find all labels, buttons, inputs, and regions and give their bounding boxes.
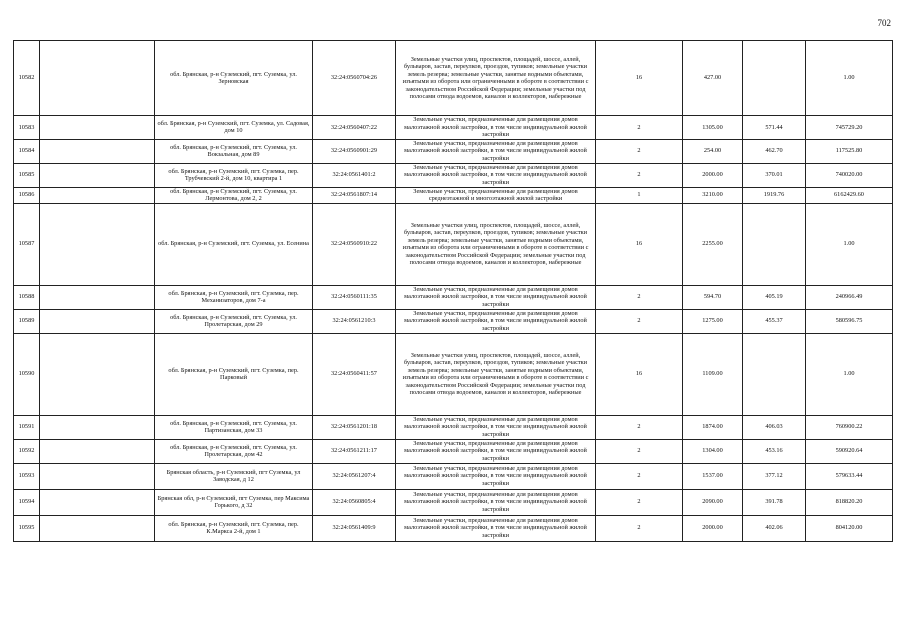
specific-value-cell: 391.78 bbox=[743, 489, 806, 515]
row-id-cell: 10592 bbox=[14, 439, 40, 463]
area-cell: 254.00 bbox=[683, 139, 743, 163]
cadastral-value-cell: 740020.00 bbox=[806, 163, 893, 187]
area-cell: 2000.00 bbox=[683, 515, 743, 541]
use-group-cell: 2 bbox=[596, 415, 683, 439]
cadastral-number-cell: 32:24:0560411:57 bbox=[313, 333, 396, 415]
table-row bbox=[14, 309, 893, 333]
use-group-cell: 2 bbox=[596, 139, 683, 163]
specific-value-cell bbox=[743, 41, 806, 116]
cadastral-number-cell: 32:24:0561807:14 bbox=[313, 187, 396, 203]
cadastral-value-cell: 117525.80 bbox=[806, 139, 893, 163]
specific-value-cell: 1919.76 bbox=[743, 187, 806, 203]
row-id-cell: 10593 bbox=[14, 463, 40, 489]
land-use-cell: Земельные участки, предназначенные для размещения домов малоэтажной жилой застройки, в том числе индивидуальной жилой застройки bbox=[396, 463, 596, 489]
land-use-cell: Земельные участки, предназначенные для размещения домов малоэтажной жилой застройки, в том числе индивидуальной жилой застройки bbox=[396, 489, 596, 515]
use-group-cell: 2 bbox=[596, 285, 683, 309]
empty-cell bbox=[40, 41, 155, 116]
address-cell: обл. Брянская, р-н Суземский, пгт. Суземка, ул. Пролетарская, дом 29 bbox=[155, 309, 313, 333]
empty-cell bbox=[40, 203, 155, 285]
address-cell: обл. Брянская, р-н Суземский, пгт. Суземка, пер. Механизаторов, дом 7-а bbox=[155, 285, 313, 309]
cadastral-number-cell: 32:24:0561409:9 bbox=[313, 515, 396, 541]
cadastral-number-cell: 32:24:0561401:2 bbox=[313, 163, 396, 187]
specific-value-cell: 405.19 bbox=[743, 285, 806, 309]
table-row bbox=[14, 187, 893, 203]
land-use-cell: Земельные участки, предназначенные для размещения домов малоэтажной жилой застройки, в том числе индивидуальной жилой застройки bbox=[396, 309, 596, 333]
specific-value-cell: 377.12 bbox=[743, 463, 806, 489]
cadastral-number-cell: 32:24:0561201:18 bbox=[313, 415, 396, 439]
area-cell: 427.00 bbox=[683, 41, 743, 116]
table-row bbox=[14, 41, 893, 116]
land-use-cell: Земельные участки, предназначенные для размещения домов малоэтажной жилой застройки, в том числе индивидуальной жилой застройки bbox=[396, 163, 596, 187]
land-use-cell: Земельные участки улиц, проспектов, площадей, шоссе, аллей, бульваров, застав, переулков, проездов, тупиков; земельные участки земель резерва; земельные участки, занятые водными объектами, изъятыми из оборота или ограниченными в обороте в соответствии с законодательством Российской Федерации; земельные участки под полосами отвода водоемов, каналов и коллекторов, набережные bbox=[396, 333, 596, 415]
empty-cell bbox=[40, 139, 155, 163]
use-group-cell: 16 bbox=[596, 333, 683, 415]
table-row bbox=[14, 285, 893, 309]
land-use-cell: Земельные участки, предназначенные для размещения домов малоэтажной жилой застройки, в том числе индивидуальной жилой застройки bbox=[396, 285, 596, 309]
land-use-cell: Земельные участки, предназначенные для размещения домов малоэтажной жилой застройки, в том числе индивидуальной жилой застройки bbox=[396, 116, 596, 140]
address-cell: обл. Брянская, р-н Суземский, пгт. Суземка, пер. К.Маркса 2-й, дом 1 bbox=[155, 515, 313, 541]
row-id-cell: 10588 bbox=[14, 285, 40, 309]
use-group-cell: 2 bbox=[596, 463, 683, 489]
cadastral-value-cell: 1.00 bbox=[806, 333, 893, 415]
table-row bbox=[14, 415, 893, 439]
row-id-cell: 10586 bbox=[14, 187, 40, 203]
empty-cell bbox=[40, 333, 155, 415]
table-row bbox=[14, 489, 893, 515]
use-group-cell: 2 bbox=[596, 309, 683, 333]
row-id-cell: 10584 bbox=[14, 139, 40, 163]
address-cell: обл. Брянская, р-н Суземский, пгт. Суземка, ул. Лермонтова, дом 2, 2 bbox=[155, 187, 313, 203]
row-id-cell: 10591 bbox=[14, 415, 40, 439]
address-cell: обл. Брянская, р-н Суземский, пгт. Суземка, ул. Садовая, дом 10 bbox=[155, 116, 313, 140]
page-number: 702 bbox=[877, 18, 891, 28]
land-use-cell: Земельные участки, предназначенные для размещения домов среднеэтажной и многоэтажной жилой застройки bbox=[396, 187, 596, 203]
use-group-cell: 2 bbox=[596, 163, 683, 187]
use-group-cell: 2 bbox=[596, 439, 683, 463]
table-row bbox=[14, 333, 893, 415]
cadastral-value-cell: 804120.00 bbox=[806, 515, 893, 541]
cadastral-value-cell: 240966.49 bbox=[806, 285, 893, 309]
cadastral-value-cell: 1.00 bbox=[806, 41, 893, 116]
table-row bbox=[14, 463, 893, 489]
table-row bbox=[14, 163, 893, 187]
specific-value-cell: 453.16 bbox=[743, 439, 806, 463]
empty-cell bbox=[40, 187, 155, 203]
table-row bbox=[14, 439, 893, 463]
area-cell: 1109.00 bbox=[683, 333, 743, 415]
cadastral-number-cell: 32:24:0560901:29 bbox=[313, 139, 396, 163]
specific-value-cell: 455.37 bbox=[743, 309, 806, 333]
specific-value-cell: 571.44 bbox=[743, 116, 806, 140]
area-cell: 1275.00 bbox=[683, 309, 743, 333]
land-use-cell: Земельные участки, предназначенные для размещения домов малоэтажной жилой застройки, в том числе индивидуальной жилой застройки bbox=[396, 139, 596, 163]
address-cell: обл. Брянская, р-н Суземский, пгт. Суземка, ул. Партизанская, дом 33 bbox=[155, 415, 313, 439]
address-cell: обл. Брянская, р-н Суземский, пгт. Суземка, ул. Есенина bbox=[155, 203, 313, 285]
cadastral-number-cell: 32:24:0560704:26 bbox=[313, 41, 396, 116]
land-use-cell: Земельные участки улиц, проспектов, площадей, шоссе, аллей, бульваров, застав, переулков, проездов, тупиков; земельные участки земель резерва; земельные участки, занятые водными объектами, изъятыми из оборота или ограниченными в обороте в соответствии с законодательством Российской Федерации; земельные участки под полосами отвода водоемов, каналов и коллекторов, набережные bbox=[396, 41, 596, 116]
cadastral-value-cell: 760900.22 bbox=[806, 415, 893, 439]
specific-value-cell bbox=[743, 203, 806, 285]
table-row bbox=[14, 515, 893, 541]
address-cell: обл. Брянская, р-н Суземский, пгт. Суземка, ул. Пролетарская, дом 42 bbox=[155, 439, 313, 463]
empty-cell bbox=[40, 116, 155, 140]
specific-value-cell: 370.01 bbox=[743, 163, 806, 187]
cadastral-number-cell: 32:24:0560111:35 bbox=[313, 285, 396, 309]
row-id-cell: 10583 bbox=[14, 116, 40, 140]
land-use-cell: Земельные участки, предназначенные для размещения домов малоэтажной жилой застройки, в том числе индивидуальной жилой застройки bbox=[396, 415, 596, 439]
row-id-cell: 10587 bbox=[14, 203, 40, 285]
use-group-cell: 2 bbox=[596, 489, 683, 515]
specific-value-cell: 462.70 bbox=[743, 139, 806, 163]
area-cell: 3210.00 bbox=[683, 187, 743, 203]
area-cell: 2000.00 bbox=[683, 163, 743, 187]
cadastral-number-cell: 32:24:0560910:22 bbox=[313, 203, 396, 285]
table-row bbox=[14, 139, 893, 163]
area-cell: 2090.00 bbox=[683, 489, 743, 515]
empty-cell bbox=[40, 309, 155, 333]
cadastral-value-cell: 580596.75 bbox=[806, 309, 893, 333]
specific-value-cell bbox=[743, 333, 806, 415]
address-cell: обл. Брянская, р-н Суземский, пгт. Суземка, пер. Парковый bbox=[155, 333, 313, 415]
cadastral-value-cell: 818820.20 bbox=[806, 489, 893, 515]
specific-value-cell: 406.03 bbox=[743, 415, 806, 439]
specific-value-cell: 402.06 bbox=[743, 515, 806, 541]
empty-cell bbox=[40, 163, 155, 187]
use-group-cell: 16 bbox=[596, 203, 683, 285]
land-use-cell: Земельные участки, предназначенные для размещения домов малоэтажной жилой застройки, в том числе индивидуальной жилой застройки bbox=[396, 515, 596, 541]
use-group-cell: 1 bbox=[596, 187, 683, 203]
cadastral-number-cell: 32:24:0561211:17 bbox=[313, 439, 396, 463]
table-row bbox=[14, 203, 893, 285]
use-group-cell: 16 bbox=[596, 41, 683, 116]
address-cell: обл. Брянская, р-н Суземский, пгт. Суземка, ул. Зерновская bbox=[155, 41, 313, 116]
cadastral-number-cell: 32:24:0561210:3 bbox=[313, 309, 396, 333]
row-id-cell: 10595 bbox=[14, 515, 40, 541]
cadastral-value-cell: 745729.20 bbox=[806, 116, 893, 140]
table-row bbox=[14, 116, 893, 140]
empty-cell bbox=[40, 285, 155, 309]
area-cell: 1874.00 bbox=[683, 415, 743, 439]
empty-cell bbox=[40, 515, 155, 541]
row-id-cell: 10589 bbox=[14, 309, 40, 333]
cadastral-value-cell: 590920.64 bbox=[806, 439, 893, 463]
area-cell: 1537.00 bbox=[683, 463, 743, 489]
empty-cell bbox=[40, 415, 155, 439]
row-id-cell: 10585 bbox=[14, 163, 40, 187]
table-body bbox=[14, 41, 893, 542]
row-id-cell: 10582 bbox=[14, 41, 40, 116]
area-cell: 2255.00 bbox=[683, 203, 743, 285]
area-cell: 594.70 bbox=[683, 285, 743, 309]
cadastral-value-cell: 1.00 bbox=[806, 203, 893, 285]
address-cell: Брянская область, р-н Суземский, пгт Суземка, ул Заводская, д 12 bbox=[155, 463, 313, 489]
area-cell: 1305.00 bbox=[683, 116, 743, 140]
area-cell: 1304.00 bbox=[683, 439, 743, 463]
address-cell: обл. Брянская, р-н Суземский, пгт. Суземка, пер. Трубчевский 2-й, дом 10, квартира 1 bbox=[155, 163, 313, 187]
cadastral-value-cell: 579633.44 bbox=[806, 463, 893, 489]
use-group-cell: 2 bbox=[596, 116, 683, 140]
land-use-cell: Земельные участки улиц, проспектов, площадей, шоссе, аллей, бульваров, застав, переулков, проездов, тупиков; земельные участки земель резерва; земельные участки, занятые водными объектами, изъятыми из оборота или ограниченными в обороте в соответствии с законодательством Российской Федерации; земельные участки под полосами отвода водоемов, каналов и коллекторов, набережные bbox=[396, 203, 596, 285]
empty-cell bbox=[40, 439, 155, 463]
address-cell: обл. Брянская, р-н Суземский, пгт. Суземка, ул. Вокзальная, дом 89 bbox=[155, 139, 313, 163]
row-id-cell: 10590 bbox=[14, 333, 40, 415]
land-use-cell: Земельные участки, предназначенные для размещения домов малоэтажной жилой застройки, в том числе индивидуальной жилой застройки bbox=[396, 439, 596, 463]
cadastral-number-cell: 32:24:0561207:4 bbox=[313, 463, 396, 489]
row-id-cell: 10594 bbox=[14, 489, 40, 515]
use-group-cell: 2 bbox=[596, 515, 683, 541]
empty-cell bbox=[40, 463, 155, 489]
cadastral-value-cell: 6162429.60 bbox=[806, 187, 893, 203]
address-cell: Брянская обл, р-н Суземский, пгт Суземка, пер Максима Горького, д 32 bbox=[155, 489, 313, 515]
cadastral-value-table bbox=[13, 40, 893, 542]
cadastral-number-cell: 32:24:0560805:4 bbox=[313, 489, 396, 515]
cadastral-number-cell: 32:24:0560407:22 bbox=[313, 116, 396, 140]
empty-cell bbox=[40, 489, 155, 515]
